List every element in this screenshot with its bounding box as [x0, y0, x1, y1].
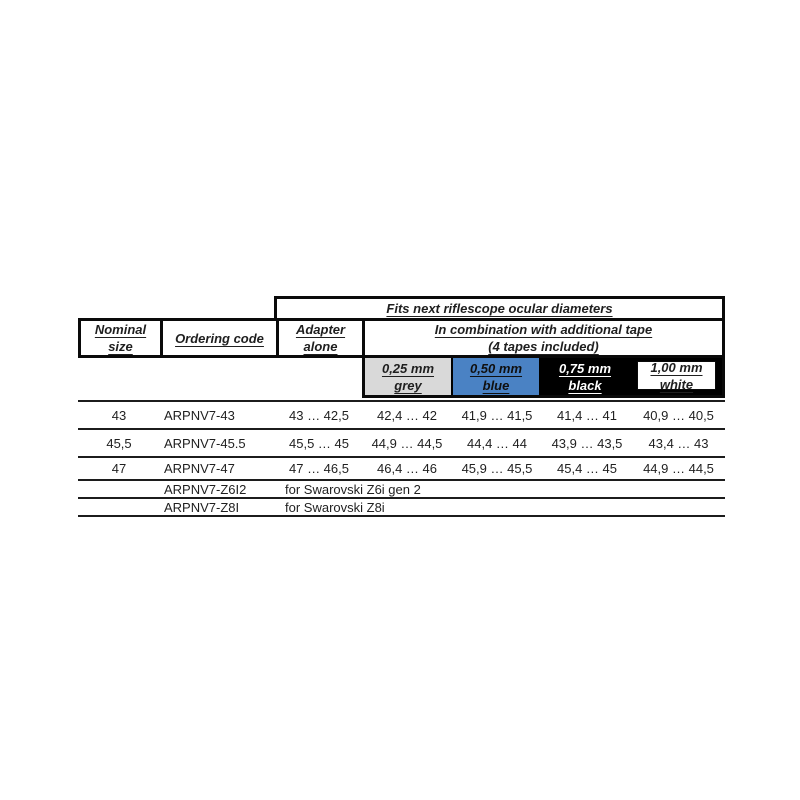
white-tape-range: 40,9 … 40,5 [643, 407, 714, 423]
column-header-nominal-size [78, 318, 163, 358]
adapter-alone-range: 45,5 … 45 [289, 435, 349, 451]
tape-header-grey [365, 358, 453, 395]
nominal-size-line1: Nominal [94, 322, 147, 337]
blue-tape-range: 44,4 … 44 [467, 435, 527, 451]
table-row-43 [78, 400, 725, 428]
tape-color-label: blue [482, 377, 510, 393]
combination-line2: (4 tapes included) [488, 339, 599, 354]
tape-thickness-label: 0,25 mm [381, 360, 435, 376]
adapter-alone-line2: alone [303, 339, 338, 354]
compatibility-note: for Swarovski Z6i gen 2 [285, 481, 421, 497]
tape-color-label: white [659, 376, 694, 392]
black-tape-range: 41,4 … 41 [557, 407, 617, 423]
tape-thickness-label: 0,50 mm [469, 360, 523, 376]
ordering-code-value: ARPNV7-45.5 [164, 435, 246, 451]
nominal-size-value: 43 [111, 407, 127, 423]
tape-color-label: grey [394, 377, 422, 393]
ordering-code-label: Ordering code [175, 330, 264, 346]
tape-header-row [362, 355, 725, 398]
blue-tape-range: 41,9 … 41,5 [461, 407, 533, 423]
nominal-size-value: 47 [111, 461, 127, 476]
tape-header-blue [453, 358, 541, 395]
nominal-size-value: 45,5 [106, 435, 132, 451]
black-tape-range: 43,9 … 43,5 [551, 435, 623, 451]
white-tape-range: 44,9 … 44,5 [643, 461, 714, 476]
ordering-code-value: ARPNV7-Z6I2 [164, 481, 247, 497]
ordering-code-value: ARPNV7-43 [164, 407, 235, 423]
compatibility-note: for Swarovski Z8i [285, 499, 385, 515]
grey-tape-range: 42,4 … 42 [377, 407, 437, 423]
column-header-combination [362, 318, 725, 358]
fits-header-label: Fits next riflescope ocular diameters [386, 301, 613, 316]
ordering-code-value: ARPNV7-47 [164, 461, 235, 476]
column-header-ordering-code [160, 318, 279, 358]
adapter-size-table-body [78, 400, 725, 517]
adapter-alone-line1: Adapter [295, 322, 346, 337]
black-tape-range: 45,4 … 45 [557, 461, 617, 476]
table-row-47 [78, 456, 725, 479]
white-tape-range: 43,4 … 43 [648, 435, 709, 451]
adapter-alone-range: 43 … 42,5 [289, 407, 349, 423]
table-row-z6i2 [78, 479, 725, 497]
table-row-45-5 [78, 428, 725, 456]
nominal-size-line2: size [108, 339, 133, 354]
column-header-adapter-alone [276, 318, 365, 358]
tape-thickness-label: 0,75 mm [558, 360, 612, 376]
table-row-z8i [78, 497, 725, 515]
tape-header-white [637, 361, 716, 390]
tape-header-black [541, 358, 629, 395]
grey-tape-range: 44,9 … 44,5 [371, 435, 443, 451]
grey-tape-range: 46,4 … 46 [377, 461, 437, 476]
ordering-code-value: ARPNV7-Z8I [164, 499, 240, 515]
tape-color-label: black [568, 377, 602, 393]
blue-tape-range: 45,9 … 45,5 [461, 461, 533, 476]
tape-thickness-label: 1,00 mm [650, 359, 703, 375]
combination-line1: In combination with additional tape [434, 322, 653, 337]
adapter-alone-range: 47 … 46,5 [289, 461, 349, 476]
